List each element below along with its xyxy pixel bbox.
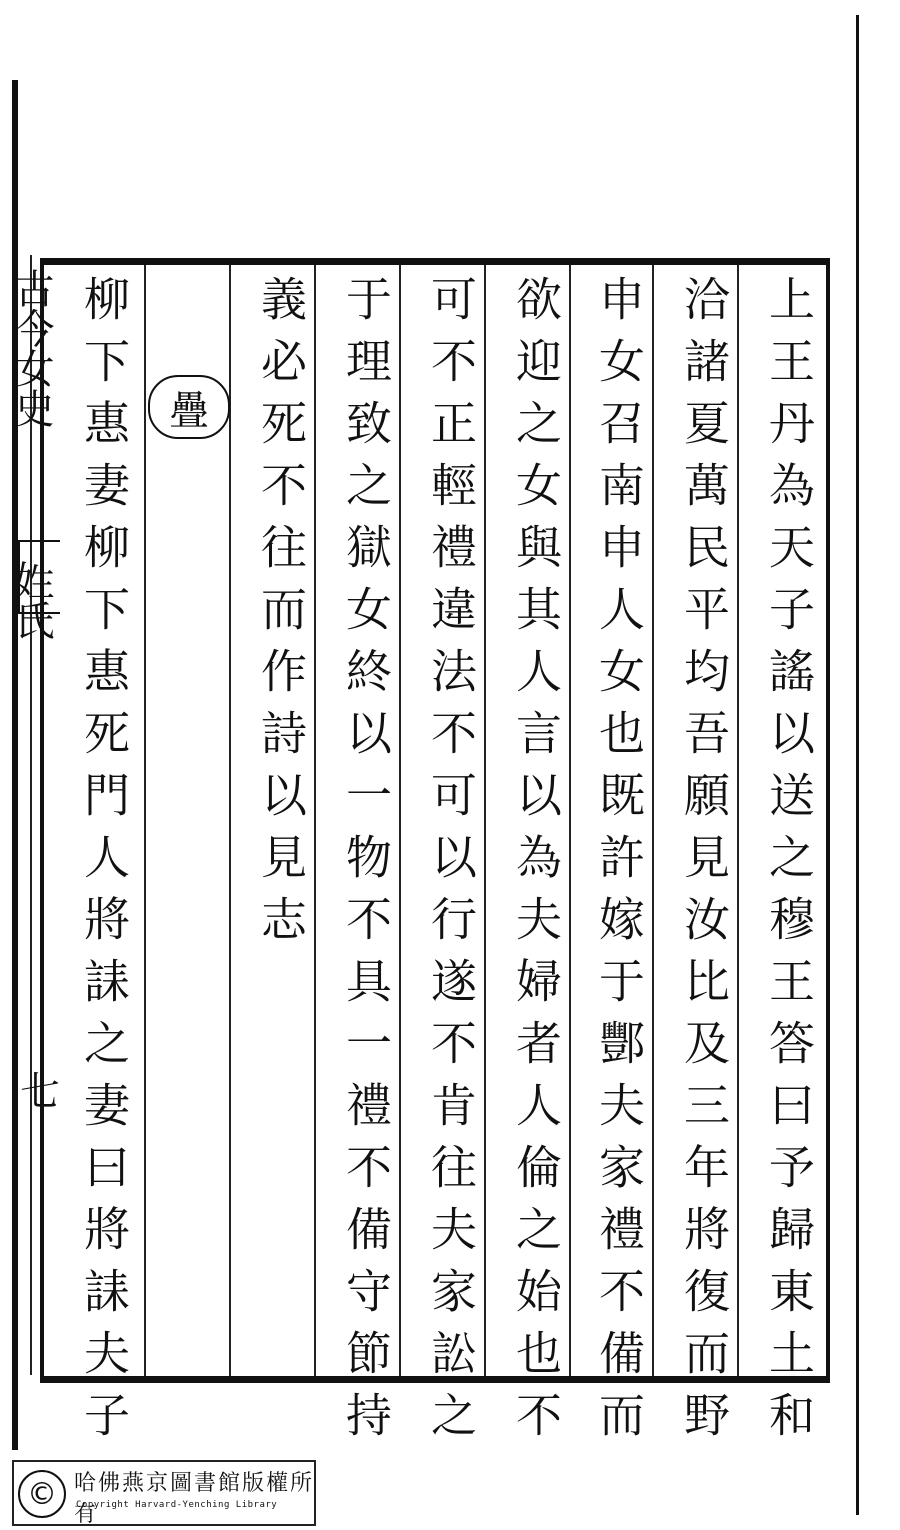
seal-text: 疊 (169, 387, 209, 434)
margin-leaf-mark: 七 (20, 1069, 60, 1115)
margin-title: 古今女史 (8, 268, 54, 428)
column-text: 可不正輕禮違法不可以行遂不肯往夫家訟之 (424, 275, 478, 1453)
text-column (74, 275, 134, 1453)
text-column (506, 275, 566, 1453)
column-text: 上王丹為天子謠以送之穆王答曰予歸東土和 (762, 275, 816, 1453)
column-rule (484, 265, 486, 1376)
column-rule (399, 265, 401, 1376)
column-text: 申女召南申人女也既許嫁于酆夫家禮不備而 (592, 275, 646, 1453)
column-rule (652, 265, 654, 1376)
text-column (674, 275, 734, 1453)
copyright-notice (12, 1460, 316, 1526)
column-rule (314, 265, 316, 1376)
margin-block-label: 姓氏 (8, 560, 54, 640)
copyright-english: Copyright Harvard-Yenching Library (76, 1500, 278, 1510)
text-column (589, 275, 649, 1453)
column-text: 洽諸夏萬民平均吾願見汝比及三年將復而野 (677, 275, 731, 1453)
page-edge-line (856, 15, 859, 1515)
text-column (336, 275, 396, 1453)
column-rule (569, 265, 571, 1376)
column-text: 欲迎之女與其人言以為夫婦者人倫之始也不 (509, 275, 563, 1453)
column-text: 于理致之獄女終以一物不具一禮不備守節持 (339, 275, 393, 1453)
column-rule (737, 265, 739, 1376)
copyright-holder: 哈佛燕京圖書館版權所有 (74, 1471, 315, 1527)
column-rule (144, 265, 146, 1376)
column-text: 義必死不往而作詩以見志 (254, 275, 308, 957)
text-column (421, 275, 481, 1453)
text-column (759, 275, 819, 1453)
text-column (251, 275, 311, 957)
column-text: 柳下惠妻柳下惠死門人將誄之妻曰將誄夫子 (77, 275, 131, 1453)
seal-stamp (148, 375, 230, 439)
column-rule (229, 265, 231, 1376)
copyright-icon: © (18, 1470, 66, 1518)
